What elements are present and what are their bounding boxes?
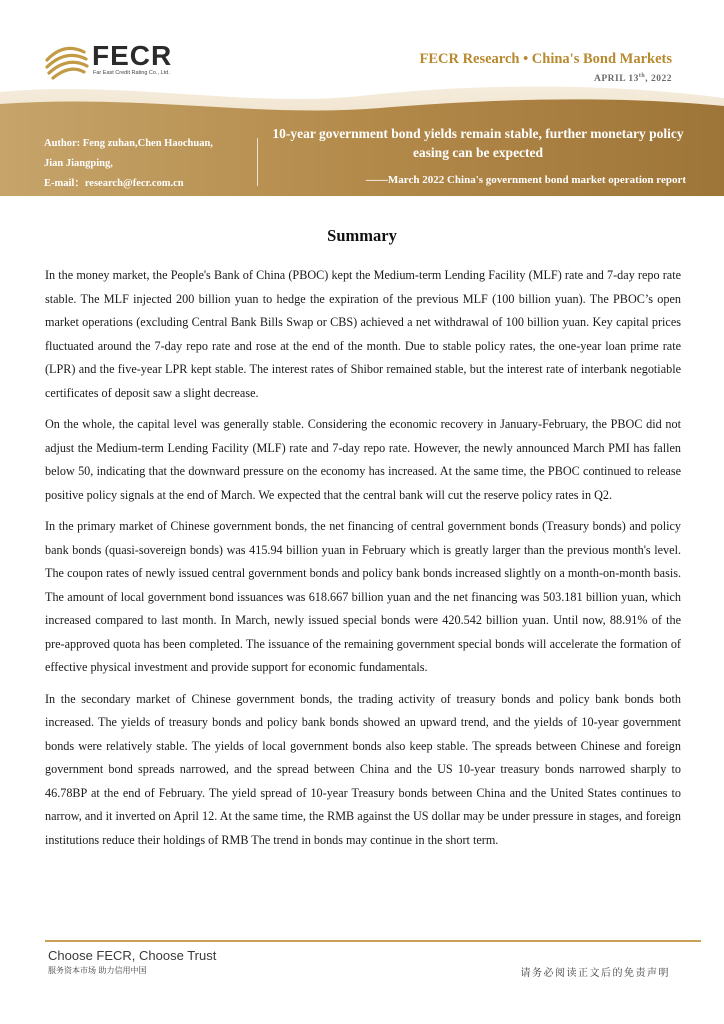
- footer-slogan: Choose FECR, Choose Trust: [48, 948, 217, 963]
- date-year: , 2022: [645, 74, 672, 85]
- summary-title: Summary: [327, 226, 397, 245]
- summary-paragraph-money-market: In the money market, the People's Bank of China (PBOC) kept the Medium-term Lending Facility (MLF) rate and 7-day repo rate stable. The MLF injected 200 billion yuan to hedge the expiration of the previous MLF (100 billion yuan). The PBOC’s open market operations (excluding Central Bank Bills Swap or CBS) achieved a net withdrawal of 100 billion yuan. Key capital prices fluctuated around the 7-day repo rate and rose at the end of the month. Due to stable policy rates, the one-year loan prime rate (LPR) and the five-year LPR kept stable. The interest rates of Shibor remained stable, but the interest rate of interbank negotiable certificates of deposit saw a slight decrease.: [45, 268, 681, 400]
- authors-line-2: Jian Jiangping,: [44, 158, 113, 169]
- footer-disclaimer: 请务必阅读正文后的免责声明: [520, 968, 670, 979]
- report-subheading: ——March 2022 China's government bond market operation report: [365, 174, 686, 186]
- author-block: [44, 134, 244, 194]
- logo-wordmark: FECR: [92, 40, 173, 71]
- author-email: E-mail：research@fecr.com.cn: [44, 178, 184, 189]
- fecr-logo: [44, 40, 184, 82]
- banner-divider: [257, 138, 258, 186]
- report-headline: 10-year government bond yields remain stable, further monetary policy easing can be expected: [272, 126, 684, 160]
- footer-slogan-chinese: 服务资本市场 助力信用中国: [48, 966, 147, 975]
- summary-paragraph-secondary-market: In the secondary market of Chinese government bonds, the trading activity of treasury bonds and policy bank bonds both increased. The yields of treasury bonds and policy bank bonds showed an upward trend, and the yields of 10-year government bonds were relatively stable. The yields of local government bonds also keep stable. The spreads between Chinese and foreign government bond spreads narrowed, and the spread between China and the US 10-year treasury bonds narrowed sharply to 46.78BP at the end of February. The yield spread of 10-year Treasury bonds between China and the United States continues to narrow, and it inverted on April 12. At the same time, the RMB against the US dollar may be under pressure in stages, and foreign institutions reduce their holdings of RMB The trend in bonds may continue in the short term.: [45, 691, 681, 847]
- report-date: [594, 73, 672, 84]
- summary-content: [45, 264, 681, 860]
- authors-line-1: Author: Feng zuhan,Chen Haochuan,: [44, 138, 213, 149]
- date-ordinal: th: [638, 73, 646, 79]
- logo-subtext: Far East Credit Rating Co., Ltd.: [93, 70, 170, 76]
- summary-paragraph-capital-level: On the whole, the capital level was generally stable. Considering the economic recovery in January-February, the PBOC did not adjust the Medium-term Lending Facility (MLF) rate and 7-day repo rate. However, the newly announced March PMI has fallen below 50, indicating that the downward pressure on the economy has increased. At the same time, the PBOC continued to release positive policy signals at the end of March. We expected that the central bank will cut the reserve policy rates in Q2.: [45, 417, 681, 502]
- summary-paragraph-primary-market: In the primary market of Chinese government bonds, the net financing of central government bonds (Treasury bonds) and policy bank bonds (quasi-sovereign bonds) was 415.94 billion yuan in February which is greatly larger than the previous month's level. The coupon rates of newly issued central government bonds and policy bank bonds increased slightly on a month-on-month basis. The amount of local government bond issuances was 618.667 billion yuan and the net financing was 503.181 billion yuan, which increased compared to last month. In March, newly issued special bonds were 420.542 billion yuan. Until now, 88.91% of the pre-approved quota has been completed. The issuance of the remaining government special bonds will accelerate the formation of effective physical investment and provide support for economic fundamentals.: [45, 519, 681, 674]
- footer-divider: [45, 940, 701, 942]
- fecr-emblem-icon: [44, 40, 90, 82]
- series-title: FECR Research • China's Bond Markets: [419, 51, 672, 67]
- date-month-day: APRIL 13: [593, 74, 639, 85]
